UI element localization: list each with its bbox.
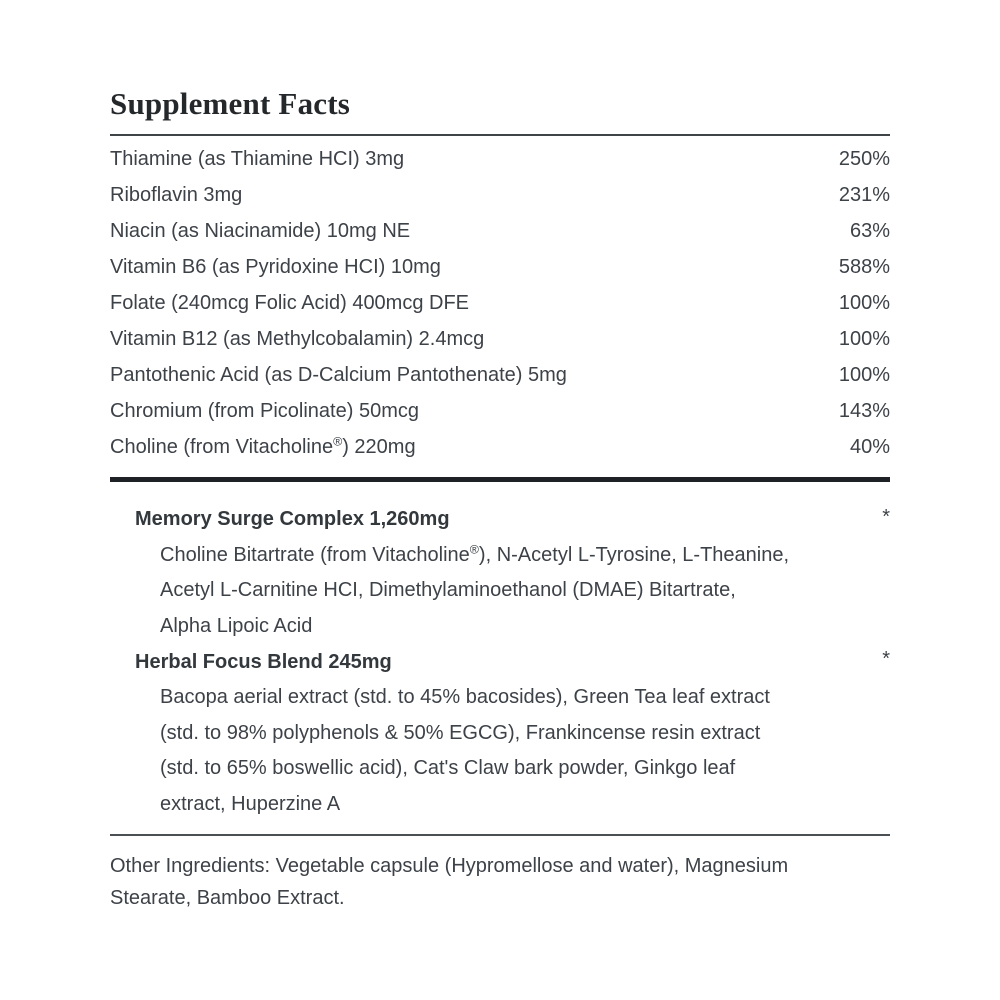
blend-header (135, 644, 890, 680)
blend-name: Memory Surge Complex 1,260mg (135, 508, 450, 531)
other-ingredients-divider (110, 834, 890, 836)
nutrient-daily-value: 40% (849, 435, 890, 458)
other-ingredients-line: Stearate, Bamboo Extract. (110, 887, 345, 910)
nutrient-daily-value: 63% (849, 220, 890, 243)
blend-name: Herbal Focus Blend 245mg (135, 650, 392, 673)
blend-ingredients-line: (std. to 98% polyphenols & 50% EGCG), Frankincense resin extract (160, 721, 761, 744)
table-row (110, 214, 890, 250)
nutrient-name: Vitamin B6 (as Pyridoxine HCI) 10mg (110, 256, 441, 279)
table-row (110, 250, 890, 286)
table-row (110, 393, 890, 429)
nutrient-name: Chromium (from Picolinate) 50mcg (110, 399, 419, 422)
blend-ingredients-line: (std. to 65% boswellic acid), Cat's Claw bark powder, Ginkgo leaf (160, 757, 736, 780)
other-ingredients-line: Other Ingredients: Vegetable capsule (Hypromellose and water), Magnesium (110, 855, 789, 878)
blend-ingredients-line: Acetyl L-Carnitine HCI, Dimethylaminoethanol (DMAE) Bitartrate, (160, 579, 736, 602)
other-ingredients (110, 850, 890, 914)
nutrient-name: Choline (from Vitacholine®) 220mg (110, 433, 416, 458)
nutrient-name: Niacin (as Niacinamide) 10mg NE (110, 220, 411, 243)
page-title: Supplement Facts (110, 86, 351, 121)
nutrient-daily-value: 250% (838, 148, 890, 171)
table-row (110, 357, 890, 393)
nutrient-name: Folate (240mcg Folic Acid) 400mcg DFE (110, 292, 470, 314)
blend-ingredients-line: Bacopa aerial extract (std. to 45% bacosides), Green Tea leaf extract (160, 685, 770, 708)
table-row (110, 142, 890, 178)
nutrient-name: Thiamine (as Thiamine HCI) 3mg (110, 148, 405, 171)
blend-daily-value-asterisk: * (882, 506, 890, 529)
nutrient-name: Riboflavin 3mg (110, 184, 243, 207)
table-row (110, 321, 890, 357)
nutrient-name: Pantothenic Acid (as D-Calcium Pantothenate) 5mg (110, 363, 567, 386)
table-row (110, 178, 890, 214)
blend-ingredients-line: extract, Huperzine A (160, 792, 341, 815)
nutrient-daily-value: 100% (838, 363, 890, 386)
blend-header (135, 502, 890, 538)
blend-ingredients-line: Choline Bitartrate (from Vitacholine®), N-Acetyl L-Tyrosine, L-Theanine, (160, 541, 790, 566)
table-row (110, 286, 890, 322)
supplement-facts-panel (110, 86, 890, 914)
nutrient-daily-value: 100% (838, 292, 890, 314)
blend-daily-value-asterisk: * (882, 648, 890, 671)
table-row (110, 429, 890, 465)
nutrient-daily-value: 231% (838, 184, 890, 207)
nutrient-daily-value: 100% (838, 327, 890, 350)
nutrient-daily-value: 588% (838, 256, 890, 279)
nutrient-table (110, 136, 890, 465)
nutrient-name: Vitamin B12 (as Methylcobalamin) 2.4mcg (110, 327, 485, 350)
proprietary-blends-section (110, 482, 890, 822)
blend-ingredients-line: Alpha Lipoic Acid (160, 614, 313, 637)
nutrient-daily-value: 143% (838, 399, 890, 422)
